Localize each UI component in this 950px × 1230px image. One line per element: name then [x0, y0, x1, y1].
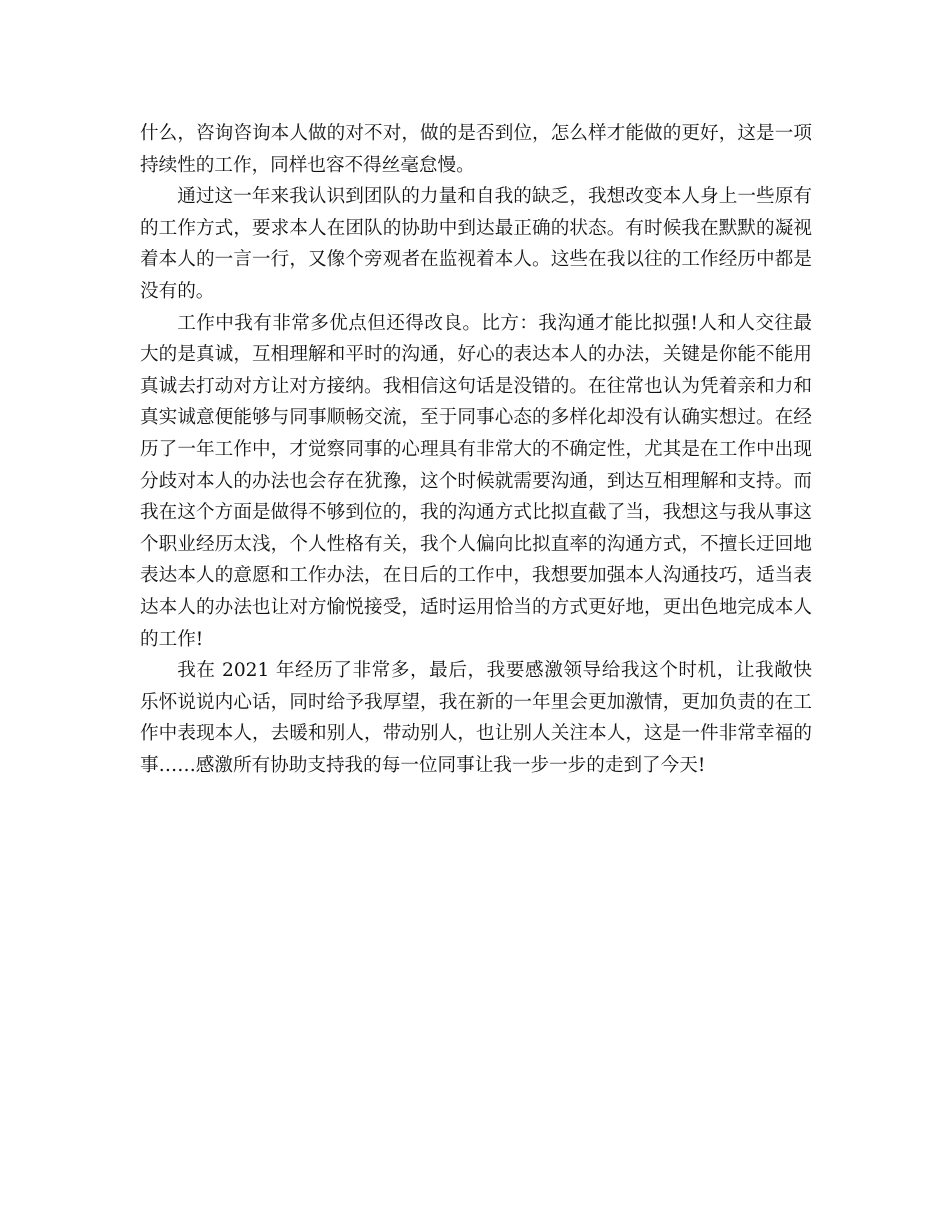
- paragraph-4: 我在 2021 年经历了非常多，最后，我要感激领导给我这个时机，让我敞快乐怀说说内心话，同时给予我厚望，我在新的一年里会更加激情，更加负责的在工作中表现本人，去暖和别人，带动别人，也让别人关注本人，这是一件非常幸福的事……感激所有协助支持我的每一位同事让我一步一步的走到了今天!: [140, 660, 812, 776]
- document-body: [140, 118, 812, 781]
- paragraph-2: 通过这一年来我认识到团队的力量和自我的缺乏，我想改变本人身上一些原有的工作方式，要求本人在团队的协助中到达最正确的状态。有时候我在默默的凝视着本人的一言一行，又像个旁观者在监视着本人。这些在我以往的工作经历中都是没有的。: [140, 186, 812, 302]
- paragraph-1: 什么，咨询咨询本人做的对不对，做的是否到位，怎么样才能做的更好，这是一项持续性的工作，同样也容不得丝毫怠慢。: [140, 123, 812, 176]
- paragraph-3: 工作中我有非常多优点但还得改良。比方：我沟通才能比拟强!人和人交往最大的是真诚，互相理解和平时的沟通，好心的表达本人的办法，关键是你能不能用真诚去打动对方让对方接纳。我相信这句话是没错的。在往常也认为凭着亲和力和真实诚意便能够与同事顺畅交流，至于同事心态的多样化却没有认确实想过。在经历了一年工作中，才觉察同事的心理具有非常大的不确定性，尤其是在工作中出现分歧对本人的办法也会存在犹豫，这个时候就需要沟通，到达互相理解和支持。而我在这个方面是做得不够到位的，我的沟通方式比拟直截了当，我想这与我从事这个职业经历太浅，个人性格有关，我个人偏向比拟直率的沟通方式，不擅长迂回地表达本人的意愿和工作办法，在日后的工作中，我想要加强本人沟通技巧，适当表达本人的办法也让对方愉悦接受，适时运用恰当的方式更好地，更出色地完成本人的工作!: [140, 312, 812, 650]
